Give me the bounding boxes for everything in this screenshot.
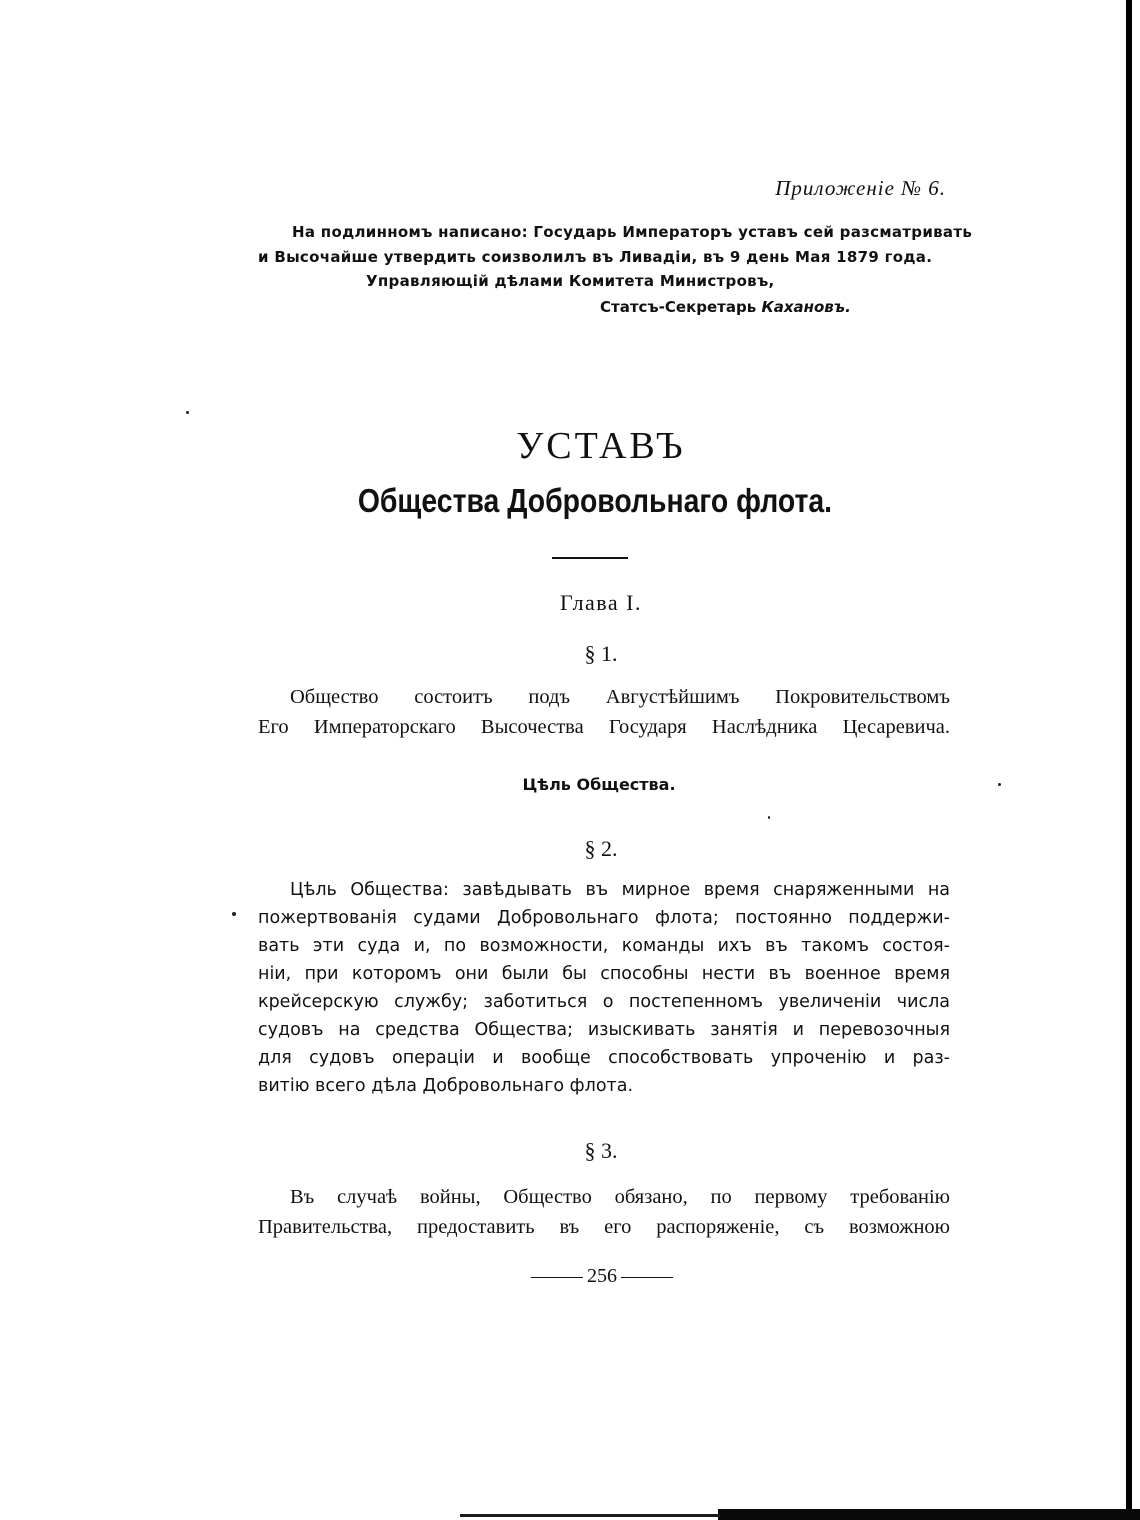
- scan-speck: [768, 816, 770, 819]
- approval-signature: [600, 298, 851, 316]
- appendix-label: Приложенiе № 6.: [775, 176, 946, 200]
- chapter-heading: Глава I.: [560, 590, 642, 615]
- text-line: Общество состоитъ подъ Августѣйшимъ Покровительствомъ: [290, 686, 950, 708]
- approval-note-line-3: Управляющiй дѣлами Комитета Министровъ,: [366, 272, 775, 290]
- section-3-label: § 3.: [584, 1138, 618, 1163]
- scan-edge-bottom: [718, 1509, 1140, 1520]
- purpose-heading: Цѣль Общества.: [522, 775, 676, 794]
- scan-speck: [186, 411, 189, 414]
- section-3-text: [258, 1182, 950, 1242]
- page-number-dash-left: [531, 1277, 583, 1278]
- text-line: нiи, при которомъ они были бы способны нести въ военное время: [258, 964, 950, 984]
- document-subtitle: Общества Добровольнаго флота.: [357, 482, 833, 519]
- text-line: Цѣль Общества: завѣдывать въ мирное время снаряженными на: [290, 880, 950, 900]
- signature-name: Кахановъ.: [761, 298, 851, 316]
- section-2-label: § 2.: [584, 836, 618, 861]
- text-line: крейсерскую службу; заботиться о постепенномъ увеличенiи числа: [258, 992, 950, 1012]
- approval-note-line-1: На подлинномъ написано: Государь Императоръ уставъ сей разсматривать: [292, 223, 973, 241]
- approval-note-line-2: и Высочайше утвердить соизволилъ въ Ливадiи, въ 9 день Мая 1879 года.: [258, 248, 933, 266]
- scan-edge-bottom-thin: [460, 1514, 720, 1517]
- page-number-dash-right: [621, 1277, 673, 1278]
- text-line: для судовъ операцiи и вообще способствовать упроченiю и раз-: [258, 1048, 950, 1068]
- text-line: Въ случаѣ войны, Общество обязано, по первому требованiю: [290, 1186, 950, 1208]
- text-line: Правительства, предоставить въ его распоряженiе, съ возможною: [258, 1216, 950, 1238]
- text-line: Его Императорскаго Высочества Государя Наслѣдника Цесаревича.: [258, 716, 950, 738]
- text-line: судовъ на средства Общества; изыскивать занятiя и перевозочныя: [258, 1020, 950, 1040]
- title-divider: [552, 557, 628, 559]
- text-line: витiю всего дѣла Добровольнаго флота.: [258, 1076, 634, 1096]
- page-number-value: 256: [587, 1265, 617, 1287]
- signature-role: Статсъ-Секретарь: [600, 298, 757, 316]
- page-number: [0, 1265, 1140, 1288]
- text-line: вать эти суда и, по возможности, команды ихъ въ такомъ состоя-: [258, 936, 950, 956]
- section-1-text: [258, 682, 950, 742]
- document-title: УСТАВЪ: [516, 425, 686, 467]
- scan-edge-right: [1126, 0, 1132, 1520]
- text-line: пожертвованiя судами Добровольнаго флота; постоянно поддержи-: [258, 908, 950, 928]
- section-1-label: § 1.: [584, 641, 618, 666]
- section-2-text: [258, 876, 950, 1100]
- scan-speck: [232, 912, 236, 916]
